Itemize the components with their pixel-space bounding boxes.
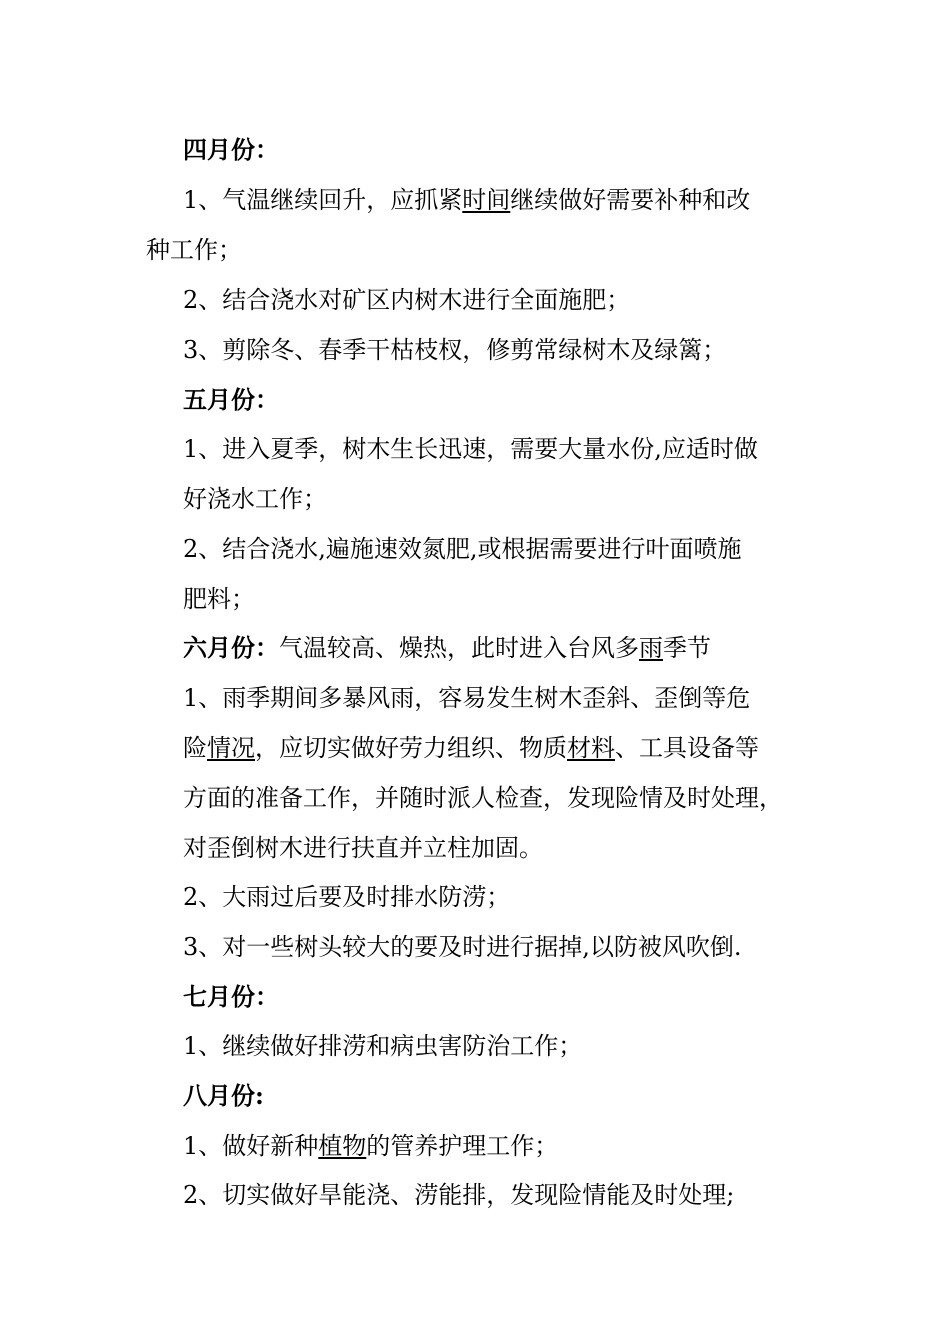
april-item-1-underlined: 时间 bbox=[462, 186, 511, 214]
july-item-1: 1、继续做好排涝和病虫害防治工作； bbox=[183, 1032, 583, 1060]
june-item-1-text-b3: 、工具设备等 bbox=[615, 734, 759, 762]
august-item-1-underlined: 植物 bbox=[318, 1132, 367, 1160]
may-item-1-continuation: 好浇水工作； bbox=[183, 485, 327, 513]
august-item-1-text-b: 的管养护理工作； bbox=[366, 1132, 559, 1160]
may-item-2-continuation: 肥料； bbox=[183, 585, 255, 613]
april-item-1-continuation: 种工作； bbox=[146, 236, 242, 264]
april-item-1 bbox=[183, 185, 750, 215]
april-item-1-text-a: 1、气温继续回升，应抓紧 bbox=[183, 186, 463, 214]
june-item-1-line-4: 对歪倒树木进行扶直并立柱加固。 bbox=[183, 834, 543, 862]
august-item-2: 2、切实做好旱能浇、涝能排，发现险情能及时处理; bbox=[183, 1181, 735, 1209]
june-heading: 六月份： bbox=[183, 633, 279, 662]
april-item-3: 3、剪除冬、春季干枯枝杈，修剪常绿树木及绿篱； bbox=[183, 336, 727, 364]
june-intro-underlined: 雨 bbox=[639, 634, 663, 662]
april-item-1-text-b: 继续做好需要补种和改 bbox=[510, 186, 751, 214]
june-heading-line bbox=[183, 633, 711, 663]
may-item-1: 1、进入夏季，树木生长迅速，需要大量水份,应适时做 bbox=[183, 435, 758, 463]
june-item-1-underlined-1: 情况 bbox=[207, 734, 255, 762]
june-item-1-underlined-2: 材料 bbox=[567, 734, 615, 762]
may-item-2: 2、结合浇水,遍施速效氮肥,或根据需要进行叶面喷施 bbox=[183, 535, 742, 563]
august-item-1 bbox=[183, 1131, 558, 1161]
june-intro-a: 气温较高、燥热，此时进入台风多 bbox=[279, 634, 639, 662]
june-item-1-line-3: 方面的准备工作，并随时派人检查，发现险情及时处理， bbox=[183, 784, 783, 812]
june-item-1-line-2 bbox=[183, 733, 759, 763]
july-heading: 七月份： bbox=[183, 982, 279, 1011]
june-item-2: 2、大雨过后要及时排水防涝； bbox=[183, 883, 511, 911]
april-item-2: 2、结合浇水对矿区内树木进行全面施肥； bbox=[183, 286, 631, 314]
june-intro-b: 季节 bbox=[663, 634, 711, 662]
june-item-1: 1、雨季期间多暴风雨，容易发生树木歪斜、歪倒等危 bbox=[183, 684, 751, 712]
august-heading: 八月份: bbox=[183, 1081, 264, 1110]
june-item-3: 3、对一些树头较大的要及时进行据掉,以防被风吹倒. bbox=[183, 933, 742, 961]
august-item-1-text-a: 1、做好新种 bbox=[183, 1132, 319, 1160]
june-item-1-text-b2: ，应切实做好劳力组织、物质 bbox=[255, 734, 567, 762]
may-heading: 五月份： bbox=[183, 385, 279, 414]
june-item-1-text-b1: 险 bbox=[183, 734, 207, 762]
april-heading: 四月份： bbox=[183, 135, 279, 164]
